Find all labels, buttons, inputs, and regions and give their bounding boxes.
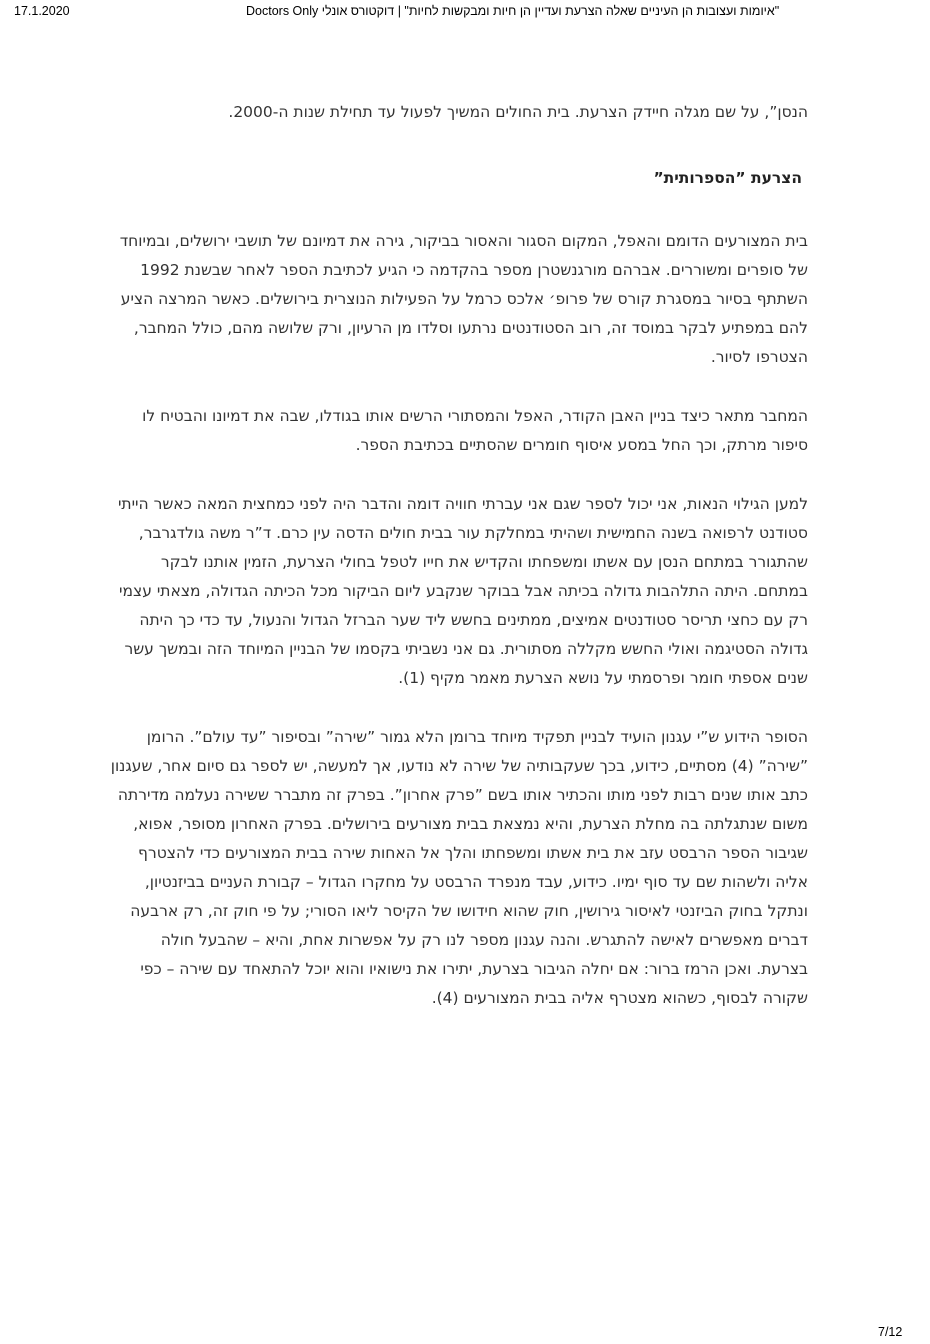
print-date: 17.1.2020 <box>14 4 70 18</box>
print-header <box>0 4 930 22</box>
paragraph-morgenstern: בית המצורעים הדומם והאפל, המקום הסגור והאסור בביקור, גירה את דמיונם של תושבי ירושלים, ובמיוחד של סופרים ומשוררים. אברהם מורגנשטרן מספר בהקדמה כי הגיע לכתיבת הספר לאחר שבשנת 1992 השתתף בסיור במסגרת קורס של פרופ׳ אלכס כרמל על הפעילות הנוצרית בירושלים. כאשר המרצה הציע להם במפתיע לבקר במוסד זה, רוב הסטודנטים נרתעו וסלדו מן הרעיון, ורק שלושה מהם, כולל המחבר, הצטרפו לסיור. <box>119 232 808 366</box>
print-page-title: "איומות ועצובות הן העיניים שאלה הצרעת ועדיין הן חיות ומבקשות לחיות" | דוקטורס אונלי Doctors Only <box>246 4 780 18</box>
paragraph-building: המחבר מתאר כיצד בניין האבן הקודר, האפל והמסתורי הרשים אותו בגודלו, שבה את דמיונו והבטיח לו סיפור מרתק, וכך החל במסע איסוף חומרים שהסתיים בכתיבת הספר. <box>142 407 808 454</box>
intro-paragraph: הנסן”, על שם מגלה חיידק הצרעת. בית החולים המשיך לפעול עד תחילת שנות ה-2000. <box>228 103 808 121</box>
paragraph-agnon: הסופר הידוע ש”י עגנון הועיד לבניין תפקיד מיוחד ברומן הלא גמור ”שירה” ובסיפור ”עד עולם”. הרומן ”שירה” (4) מסתיים, כידוע, בכך שעקבותיה של שירה לא נודעו, אך למעשה, יש לספר גם סיום אחר, שעגנון כתב אותו שנים רבות לפני מותו והכתיר אותו בשם ”פרק אחרון”. בפרק זה מתברר ששירה נעלמה מדירתה משום שנתגלתה בה מחלת הצרעת, והיא נמצאת בבית מצורעים בירושלים. בפרק האחרון מסופר, אפוא, שגיבור הספר הרבסט עזב את בית אשתו ומשפחתו והלך אל האחות שירה בבית המצורעים כדי להצטרף אליה ולשהות שם עד סוף ימיו. כידוע, עבד מנפרד הרבסט על מחקרו הגדול – קבורת העניים בביזנטיון, ונתקל בחוק הביזנטי לאיסור גירושין, חוק שהוא חידושו של הקיסר ליאו הסורי; על פי חוק זה, רק ארבעה דברים מאפשרים לאישה להתגרש. והנה עגנון מספר לנו רק על אפשרות אחת, והיא – שהבעל חולה בצרעת. ואכן הרמז ברור: אם יחלה הגיבור בצרעת, יתירו את נישואיו והוא יוכל להתאחד עם שירה – כפי שקורה לבסוף, כשהוא מצטרף אליה בבית המצורעים (4). <box>110 728 808 1007</box>
paragraph-disclosure: למען הגילוי הנאות, אני יכול לספר שגם אני עברתי חוויה דומה והדבר היה לפני כמחצית המאה כאשר הייתי סטודנט לרפואה בשנה החמישית ושהיתי במחלקת עור בבית חולים הדסה עין כרם. ד”ר משה גולדגרבר, שהתגורר במתחם הנסן עם אשתו ומשפחתו והקדיש את חייו לטפל בחולי הצרעת, הזמין אותנו לבקר במתחם. היתה התלהבות גדולה בכיתה אבל בבוקר שנקבע ליום הביקור מכל הכיתה הגדולה, מצאתי עצמי רק עם כחצי תריסר סטודנטים אמיצים, ממתינים בחשש ליד שער הברזל הגדול והנעול, עד כדי כך היתה גדולה הסטיגמה ואולי החשש מקללה מסתורית. גם אני נשביתי בקסמו של הבניין המיוחד הזה ובמשך עשר שנים אספתי חומר ופרסמתי על נושא הצרעת מאמר מקיף (1). <box>117 495 808 687</box>
section-heading: הצרעת ”הספרותית” <box>653 169 802 187</box>
page-number: 7/12 <box>878 1325 903 1339</box>
article-body <box>106 98 808 1013</box>
